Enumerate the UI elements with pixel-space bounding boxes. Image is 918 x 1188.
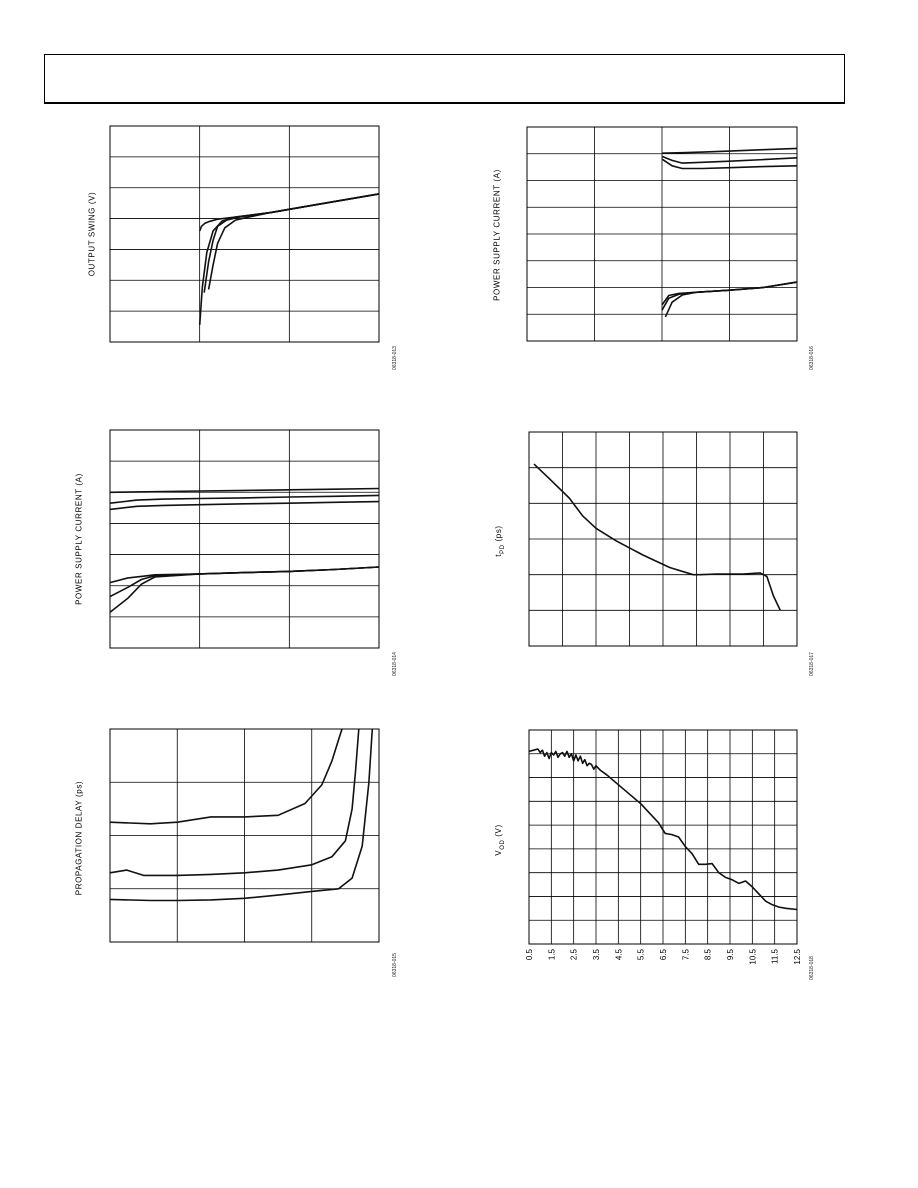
chart-6-figure-number: 06318-018 bbox=[809, 956, 815, 980]
x-tick-label: 10.5 bbox=[748, 949, 758, 965]
chart-4-figure-number: 06318-017 bbox=[809, 652, 815, 676]
chart-2-figure-number: 06318-016 bbox=[809, 346, 815, 370]
x-tick-label: 8.5 bbox=[703, 949, 713, 961]
chart-3-figure-number: 06318-014 bbox=[392, 652, 398, 676]
chart-2-y-axis-label: POWER SUPPLY CURRENT (A) bbox=[492, 169, 502, 301]
x-tick-label: 11.5 bbox=[770, 949, 780, 964]
chart-6-y-axis-label: $V_{OD}$ (V) bbox=[494, 824, 506, 856]
chart-1-figure-number: 06318-013 bbox=[392, 346, 398, 370]
x-tick-label: 9.5 bbox=[726, 949, 735, 961]
x-tick-label: 12.5 bbox=[793, 949, 802, 965]
x-tick-label: 4.5 bbox=[614, 949, 624, 961]
chart-5-y-axis-label: PROPAGATION DELAY (ps) bbox=[74, 780, 84, 896]
x-tick-label: 6.5 bbox=[659, 949, 668, 961]
x-tick-label: 0.5 bbox=[525, 949, 534, 961]
x-tick-label: 2.5 bbox=[569, 949, 579, 961]
x-tick-label: 7.5 bbox=[681, 949, 691, 961]
chart-3-y-axis-label: POWER SUPPLY CURRENT (A) bbox=[74, 473, 84, 605]
x-tick-label: 1.5 bbox=[547, 949, 557, 961]
chart-5-figure-number: 06318-015 bbox=[392, 953, 398, 977]
x-tick-label: 5.5 bbox=[636, 949, 646, 961]
chart-4-y-axis-label: $t_{PD}$ (ps) bbox=[494, 525, 506, 557]
chart-1-y-axis-label: OUTPUT SWING (V) bbox=[87, 191, 97, 277]
x-tick-label: 3.5 bbox=[592, 949, 601, 961]
